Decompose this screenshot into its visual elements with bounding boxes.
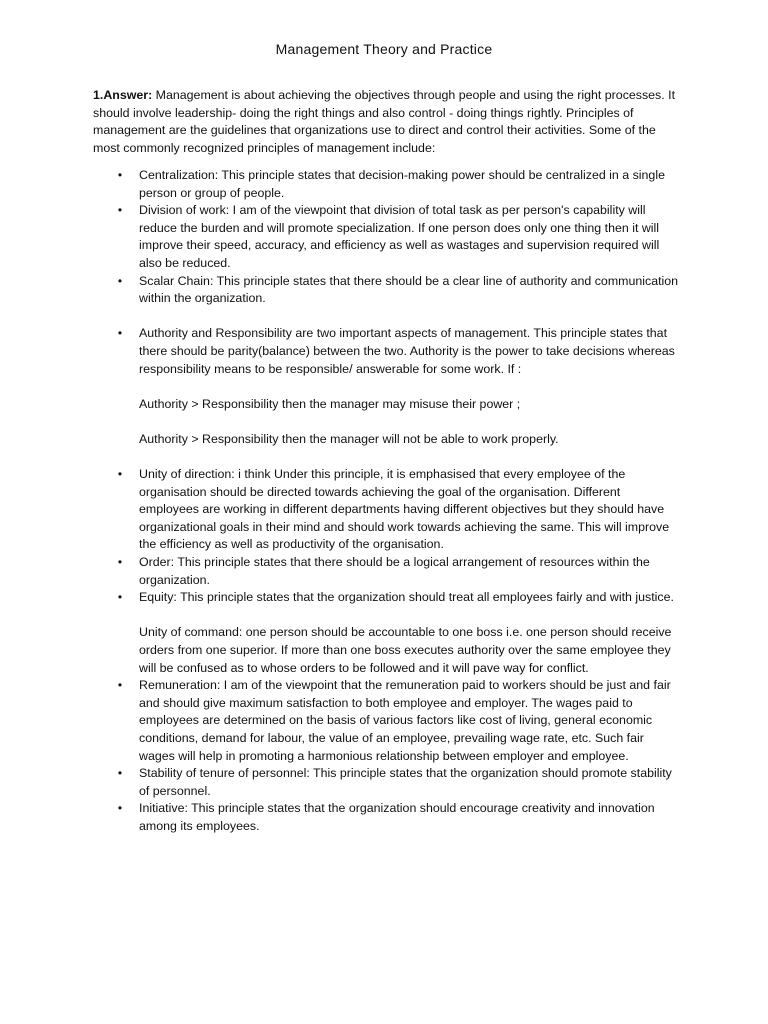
list-item-text: Division of work: I am of the viewpoint that division of total task as per person's capability will reduce the burden and will promote specialization. If one person does only one thing then it will improve their speed, accuracy, and efficiency as well as wastages and supervision required will also be reduced. — [139, 203, 660, 270]
list-item-order — [117, 554, 679, 589]
authority-condition-1: Authority > Responsibility then the manager may misuse their power ; — [139, 396, 521, 411]
answer-intro-paragraph — [93, 87, 678, 157]
list-item-initiative — [117, 800, 679, 835]
answer-label: 1.Answer: — [93, 88, 153, 102]
bullet-icon: • — [117, 467, 123, 482]
bullet-icon: • — [117, 801, 123, 816]
list-item-text: Unity of direction: i think Under this principle, it is emphasised that every employee of the organisation should be directed towards achieving the goal of the organisation. Different employees are working in different departments having different objectives but they should have organizational goals in their mind and should work towards achieving the same. This will improve the efficiency as well as productivity of the organisation. — [139, 467, 670, 552]
list-item-text: Unity of command: one person should be accountable to one boss i.e. one person should receive orders from one superior. If more than one boss executes authority over the same employee they will be confused as to whose orders to be followed and it will pave way for conflict. — [139, 625, 672, 675]
intro-text: Management is about achieving the objectives through people and using the right processes. It should involve leadership- doing the right things and also control - doing things rightly. Principles of management are the guidelines that organizations use to direct and control their activities. Some of the most commonly recognized principles of management include: — [93, 88, 676, 155]
list-item-division-of-work — [117, 202, 679, 272]
list-item-authority-responsibility — [117, 325, 679, 448]
bullet-icon: • — [117, 326, 123, 341]
authority-condition-2: Authority > Responsibility then the manager will not be able to work properly. — [139, 431, 559, 446]
list-item-text: Equity: This principle states that the organization should treat all employees fairly and with justice. — [139, 590, 674, 605]
bullet-icon: • — [117, 168, 123, 182]
list-item-text: Authority and Responsibility are two important aspects of management. This principle states that there should be parity(balance) between the two. Authority is the power to take decisions whereas responsibility means to be responsible/ answerable for some work. If : — [139, 326, 675, 376]
bullet-icon: • — [117, 203, 123, 218]
list-item-text: Initiative: This principle states that the organization should encourage creativity and innovation among its employees. — [139, 801, 655, 833]
bullet-icon: • — [117, 766, 123, 781]
principles-list — [0, 167, 768, 836]
list-item-remuneration — [117, 677, 679, 765]
list-item-unity-of-direction — [117, 466, 679, 554]
bullet-icon: • — [117, 555, 123, 570]
bullet-icon: • — [117, 590, 123, 605]
list-item-text: Remuneration: I am of the viewpoint that the remuneration paid to workers should be just and fair and should give maximum satisfaction to both employee and employer. The wages paid to employees are determined on the basis of various factors like cost of living, general economic conditions, demand for labour, the value of an employee, prevailing wage rate, etc. Such fair wages will help in promoting a harmonious relationship between employer and employee. — [139, 678, 671, 763]
bullet-icon: • — [117, 678, 123, 693]
list-item-scalar-chain — [117, 273, 679, 308]
list-item-text: Centralization: This principle states that decision-making power should be centralized in a single person or group of people. — [139, 168, 665, 200]
list-item-text: Order: This principle states that there should be a logical arrangement of resources within the organization. — [139, 555, 650, 587]
list-item-equity — [117, 589, 679, 607]
page-title: Management Theory and Practice — [275, 41, 493, 57]
bullet-icon: • — [117, 273, 123, 288]
list-item-text: Stability of tenure of personnel: This principle states that the organization should promote stability of personnel. — [139, 766, 672, 798]
list-item-text: Scalar Chain: This principle states that there should be a clear line of authority and communication within the organization. — [139, 273, 679, 306]
list-item-stability-of-tenure — [117, 765, 679, 800]
list-item-centralization — [117, 167, 679, 202]
list-item-unity-of-command — [139, 624, 679, 677]
